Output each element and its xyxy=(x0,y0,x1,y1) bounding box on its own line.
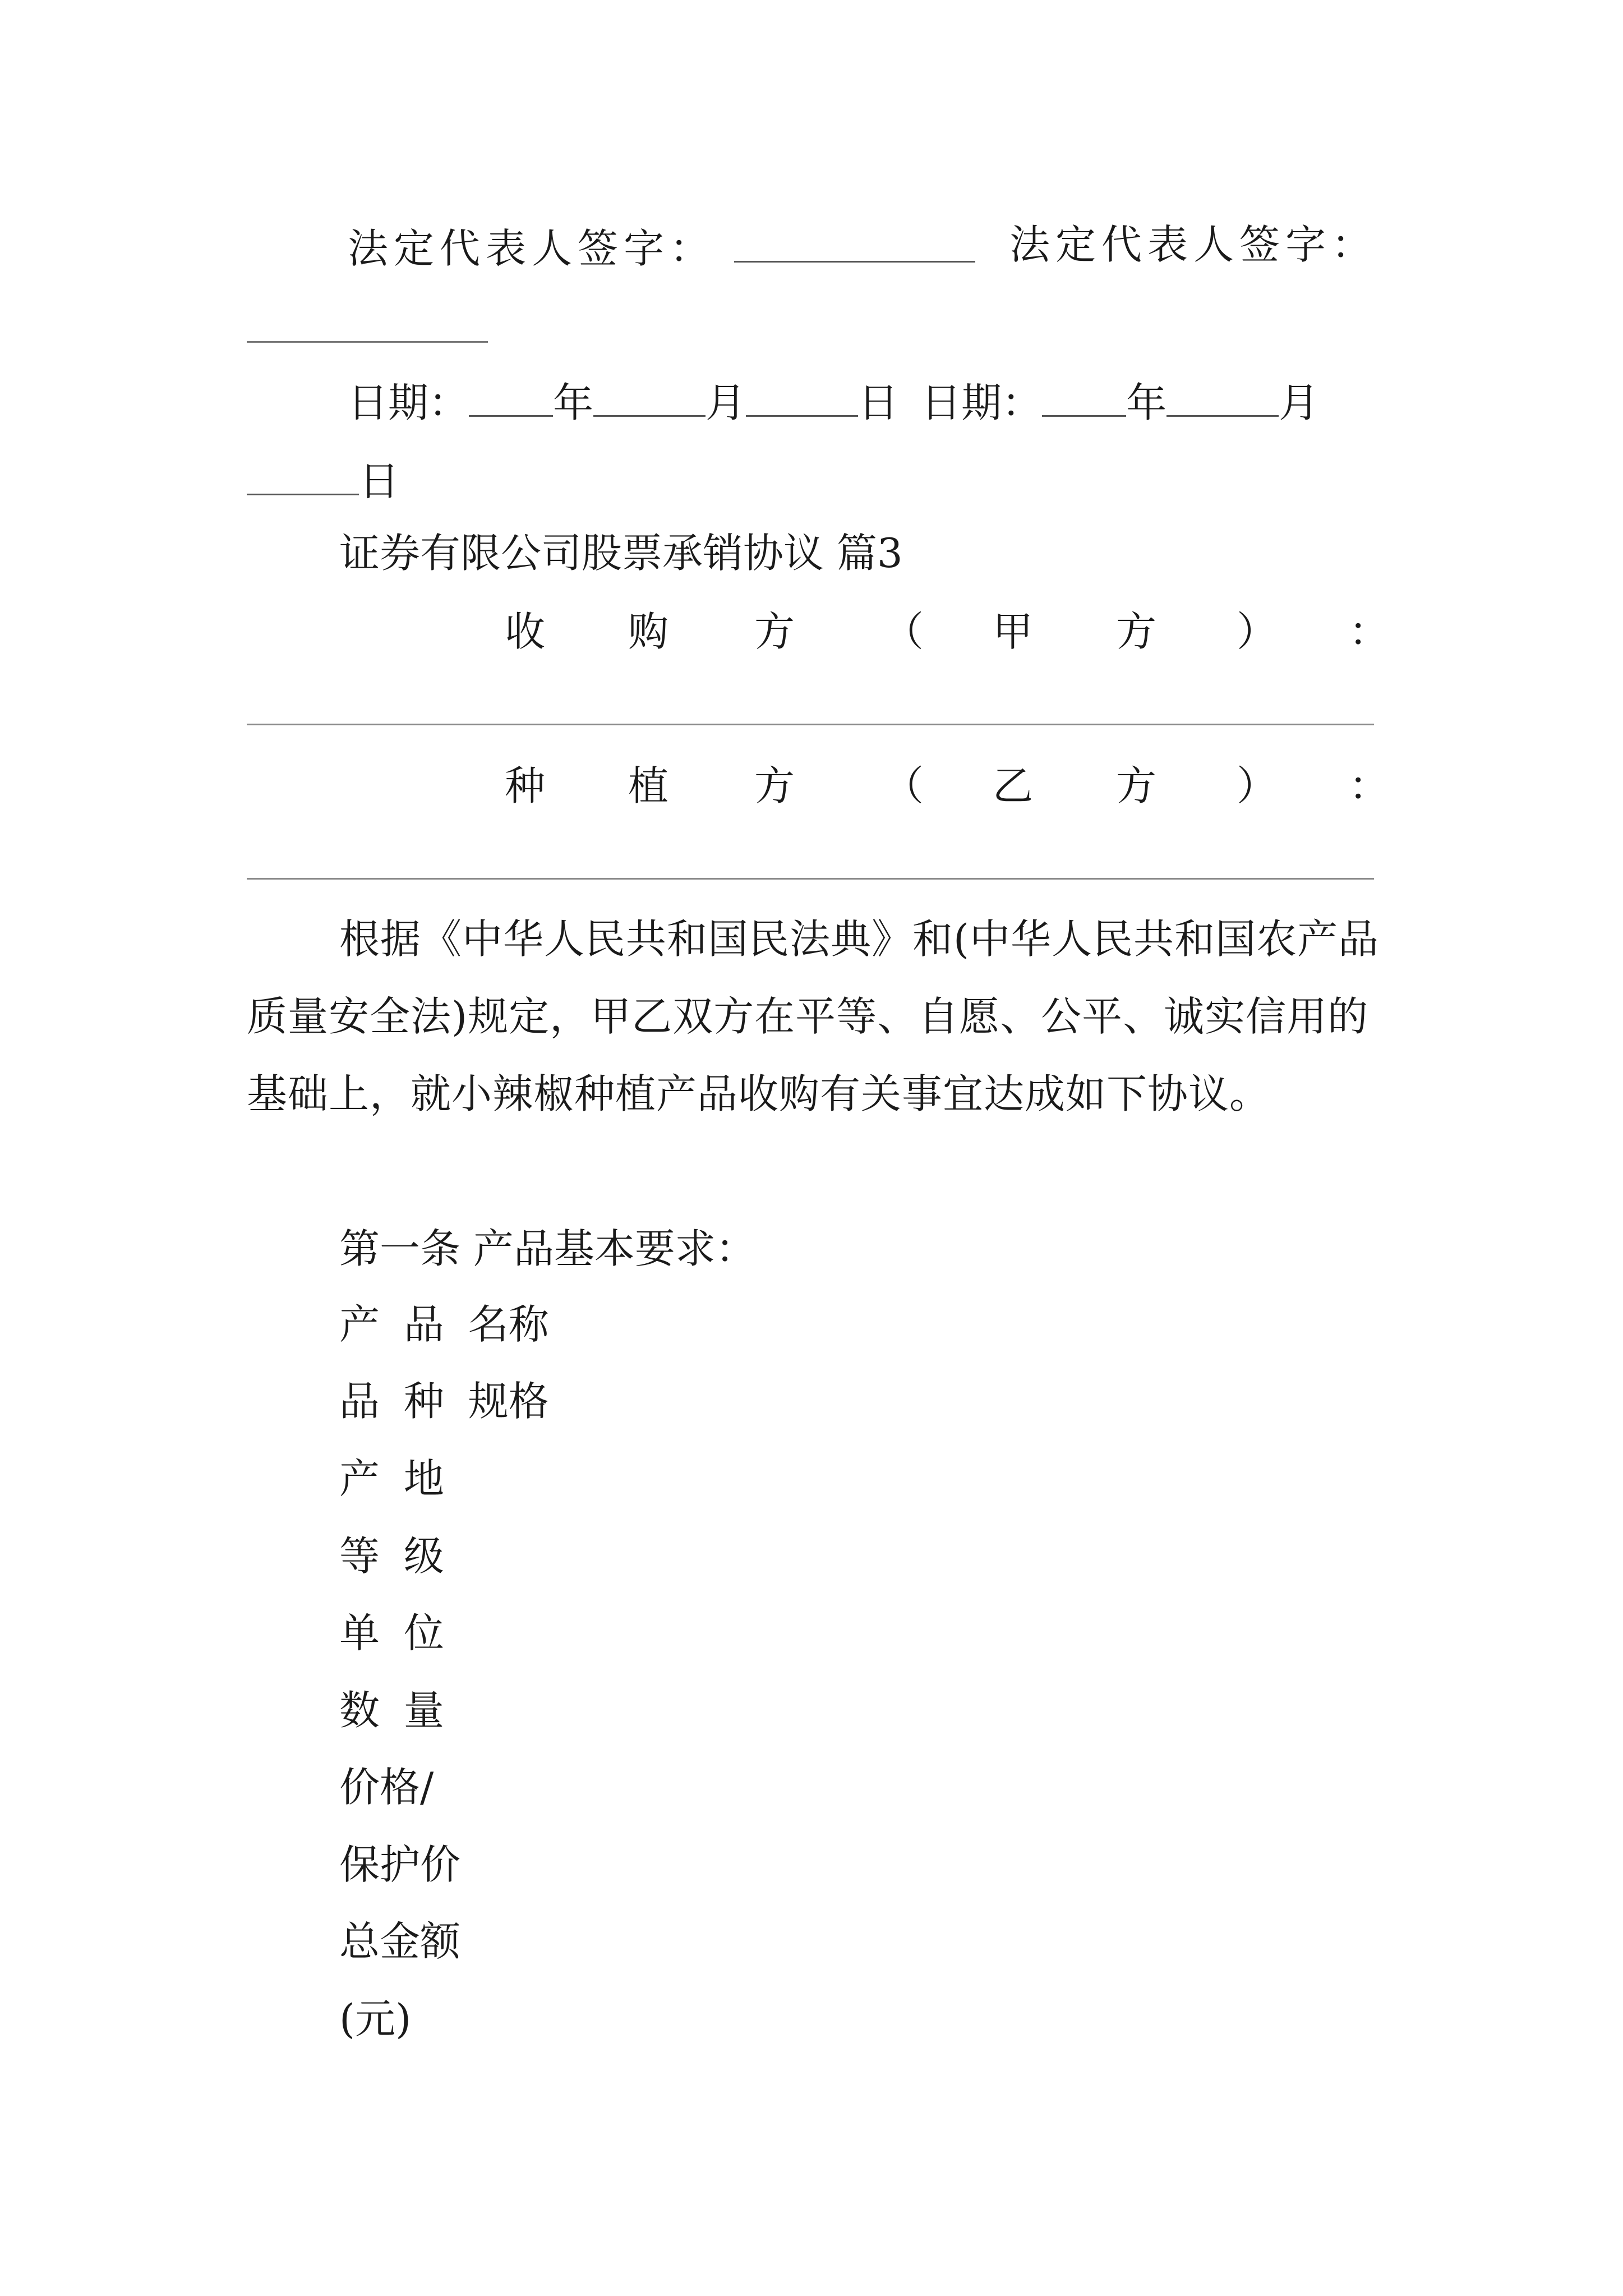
buyer-char-7: ） xyxy=(1237,608,1278,655)
date-month-label-2: 月 xyxy=(1279,379,1320,426)
signature-row-right xyxy=(1009,221,1378,268)
buyer-label xyxy=(0,608,1623,656)
item-price: 价格/ xyxy=(339,1764,434,1811)
grower-char-4: （ xyxy=(883,762,924,809)
buyer-char-4: （ xyxy=(883,608,924,655)
item-yuan: (元) xyxy=(339,1995,412,2042)
signature-label-left: 法定代表人签字： xyxy=(348,224,716,272)
section-title: 证券有限公司股票承销协议 篇3 xyxy=(339,530,903,577)
date-day-label-2: 日 xyxy=(359,457,400,505)
grower-char-1: 种 xyxy=(505,762,546,809)
item-protected-price: 保护价 xyxy=(339,1841,461,1888)
buyer-char-8: ： xyxy=(1349,608,1390,655)
date-row-cont xyxy=(247,457,400,505)
date-month-blank[interactable] xyxy=(593,379,706,417)
item-grade: 等 级 xyxy=(339,1533,444,1580)
date-row xyxy=(348,379,1320,426)
date-month-label: 月 xyxy=(706,379,746,426)
item-unit: 单 位 xyxy=(339,1609,444,1657)
buyer-char-2: 购 xyxy=(628,608,669,655)
grower-char-7: ） xyxy=(1237,762,1278,809)
buyer-char-1: 收 xyxy=(505,608,546,655)
signature-row xyxy=(348,224,975,272)
grower-char-5: 乙 xyxy=(993,762,1034,809)
date-year-label: 年 xyxy=(553,379,594,426)
date-label-2: 日期： xyxy=(921,379,1043,426)
signature-label-right: 法定代表人签字： xyxy=(1009,221,1378,268)
grower-char-6: 方 xyxy=(1116,762,1157,809)
item-quantity: 数 量 xyxy=(339,1687,444,1734)
buyer-char-5: 甲 xyxy=(993,608,1034,655)
grower-label xyxy=(0,762,1623,811)
article-1-heading: 第一条 产品基本要求： xyxy=(339,1225,756,1272)
buyer-char-3: 方 xyxy=(754,608,795,655)
intro-paragraph: 根据《中华人民共和国民法典》和(中华人民共和国农产品质量安全法)规定，甲乙双方在平等、自愿、公平、诚实信用的基础上，就小辣椒种植产品收购有关事宜达成如下协议。 xyxy=(247,915,1380,1117)
signature-blank-right[interactable] xyxy=(247,341,488,343)
grower-name-blank[interactable] xyxy=(247,878,1374,880)
date-year-blank[interactable] xyxy=(469,379,553,417)
item-product-name: 产 品 名称 xyxy=(339,1301,549,1348)
grower-char-2: 植 xyxy=(628,762,669,809)
date-day-label: 日 xyxy=(858,379,899,426)
item-origin: 产 地 xyxy=(339,1455,444,1502)
item-total-amount: 总金额 xyxy=(339,1918,461,1965)
grower-char-3: 方 xyxy=(754,762,795,809)
grower-char-8: ： xyxy=(1349,762,1390,809)
item-variety-spec: 品 种 规格 xyxy=(339,1378,549,1425)
buyer-char-6: 方 xyxy=(1116,608,1157,655)
date-day-blank-2[interactable] xyxy=(247,457,359,495)
date-day-blank[interactable] xyxy=(746,379,858,417)
date-month-blank-2[interactable] xyxy=(1166,379,1279,417)
date-label: 日期： xyxy=(348,379,469,426)
date-year-blank-2[interactable] xyxy=(1042,379,1126,417)
buyer-name-blank[interactable] xyxy=(247,724,1374,725)
date-year-label-2: 年 xyxy=(1126,379,1167,426)
signature-blank-left[interactable] xyxy=(734,224,975,263)
